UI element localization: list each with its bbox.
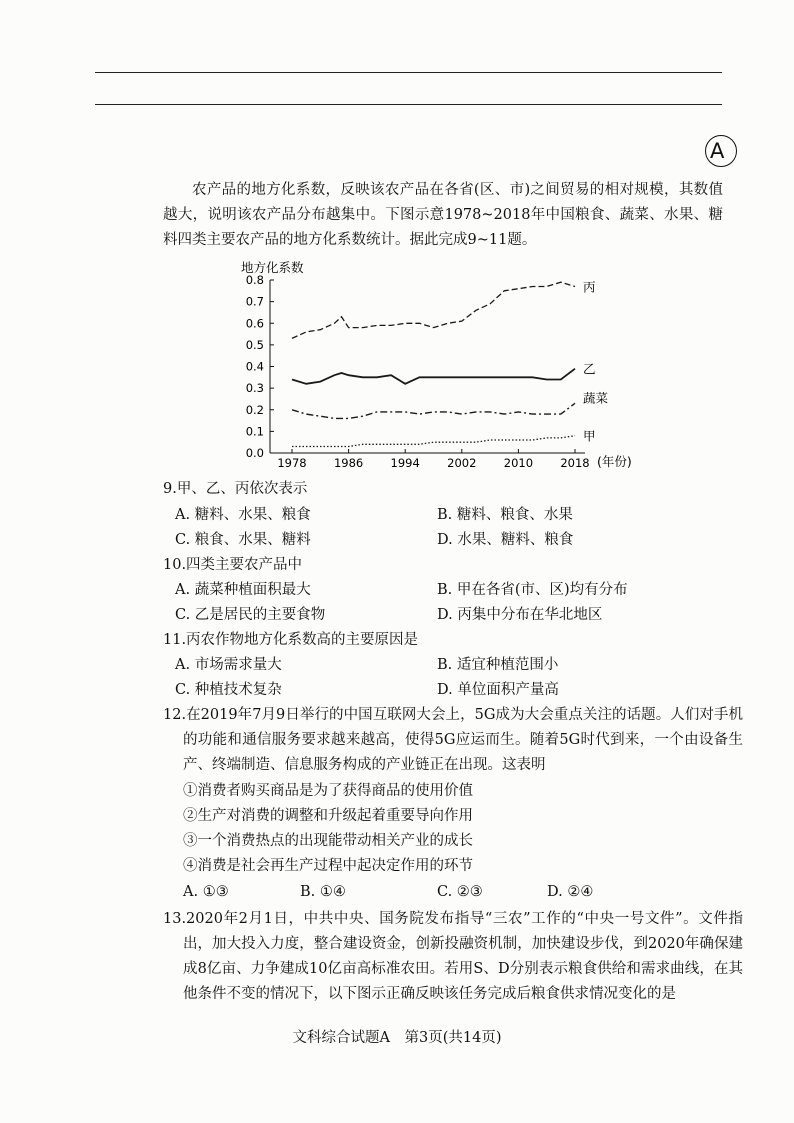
q12-option-a: A. ①③ [183, 884, 229, 900]
y-tick-label: 0.2 [245, 402, 264, 417]
x-tick-label: 2010 [503, 456, 534, 470]
q12-option-d: D. ②④ [547, 884, 594, 900]
x-tick-label: 1986 [333, 456, 364, 470]
series-line-3 [292, 436, 575, 447]
q9-option-b: B. 糖料、粮食、水果 [437, 507, 573, 523]
q12-option-c: C. ②③ [437, 884, 483, 900]
x-tick-label: 2002 [447, 456, 477, 470]
q11-option-b: B. 适宜种植范围小 [437, 657, 559, 673]
x-tick-label: 2018 [560, 456, 590, 470]
q9-option-c: C. 粮食、水果、糖料 [175, 532, 311, 548]
q12-statement-2: ②生产对消费的调整和升级起着重要导向作用 [183, 808, 473, 824]
paper-version-mark: A [705, 135, 737, 167]
q11-option-a: A. 市场需求量大 [175, 657, 282, 673]
series-lines [292, 282, 575, 446]
q10-option-c: C. 乙是居民的主要食物 [175, 607, 326, 623]
series-label-1: 乙 [583, 361, 596, 377]
q9-option-a: A. 糖料、水果、粮食 [175, 507, 311, 523]
y-tick-label: 0.4 [245, 359, 264, 374]
q9-option-d: D. 水果、糖料、粮食 [437, 532, 574, 548]
y-tick-label: 0.8 [245, 273, 264, 287]
q12-statement-3: ③一个消费热点的出现能带动相关产业的成长 [183, 833, 473, 849]
x-axis [277, 449, 589, 470]
question-13-stem: 13.2020年2月1日，中共中央、国务院发布指导“三农”工作的“中央一号文件”。文件指出，加大投入力度，整合建设资金，创新投融资机制，加快建设步伐，到2020年确保建成8亿亩、力争建成10亿亩高标准农田。若用S、D分别表示粮食供给和需求曲线，在其他条件不变的情况下，以下图示正确反映该任务完成后粮食供求情况变化的是 [163, 911, 743, 1002]
series-label-3: 甲 [583, 428, 596, 444]
question-12-stem: 12.在2019年7月9日举行的中国互联网大会上，5G成为大会重点关注的话题。人们对手机的功能和通信服务要求越来越高，使得5G应运而生。随着5G时代到来，一个由设备生产、终端制造、信息服务构成的产业链正在出现。这表明 [163, 707, 743, 773]
q10-option-a: A. 蔬菜种植面积最大 [175, 582, 311, 598]
top-rule-1 [95, 72, 722, 73]
y-axis-label: 地方化系数 [241, 260, 304, 275]
q10-option-b: B. 甲在各省(市、区)均有分布 [437, 582, 628, 598]
series-label-2: 蔬菜 [583, 390, 609, 406]
series-line-0 [292, 282, 575, 338]
series-labels [583, 279, 609, 443]
series-line-2 [292, 403, 575, 418]
q11-option-c: C. 种植技术复杂 [175, 682, 282, 698]
question-9-stem: 9.甲、乙、丙依次表示 [163, 481, 308, 497]
page-footer: 文科综合试题A 第3页(共14页) [292, 1030, 502, 1046]
y-tick-label: 0.5 [245, 337, 264, 352]
x-tick-label: 1978 [277, 456, 307, 470]
series-line-1 [292, 369, 575, 384]
localization-coefficient-chart [225, 258, 645, 473]
y-tick-label: 0.3 [245, 381, 264, 396]
y-tick-label: 0.0 [245, 446, 264, 460]
q12-statement-4: ④消费是社会再生产过程中起决定作用的环节 [183, 858, 473, 874]
q10-option-d: D. 丙集中分布在华北地区 [437, 607, 603, 623]
series-label-0: 丙 [583, 279, 596, 295]
top-rule-2 [95, 104, 722, 105]
q12-option-b: B. ①④ [300, 884, 346, 900]
y-tick-label: 0.7 [245, 294, 264, 309]
x-axis-label: (年份) [597, 454, 632, 469]
x-tick-label: 1994 [390, 456, 420, 470]
intro-paragraph: 农产品的地方化系数，反映该农产品在各省(区、市)之间贸易的相对规模，其数值越大，说明该农产品分布越集中。下图示意1978~2018年中国粮食、蔬菜、水果、糖料四类主要农产品的地方化系数统计。据此完成9~11题。 [163, 182, 723, 248]
question-11-stem: 11.丙农作物地方化系数高的主要原因是 [163, 632, 419, 648]
q11-option-d: D. 单位面积产量高 [437, 682, 559, 698]
q12-statement-1: ①消费者购买商品是为了获得商品的使用价值 [183, 783, 473, 799]
y-tick-label: 0.1 [245, 424, 264, 439]
question-10-stem: 10.四类主要农产品中 [163, 557, 303, 573]
y-tick-label: 0.6 [245, 316, 264, 331]
